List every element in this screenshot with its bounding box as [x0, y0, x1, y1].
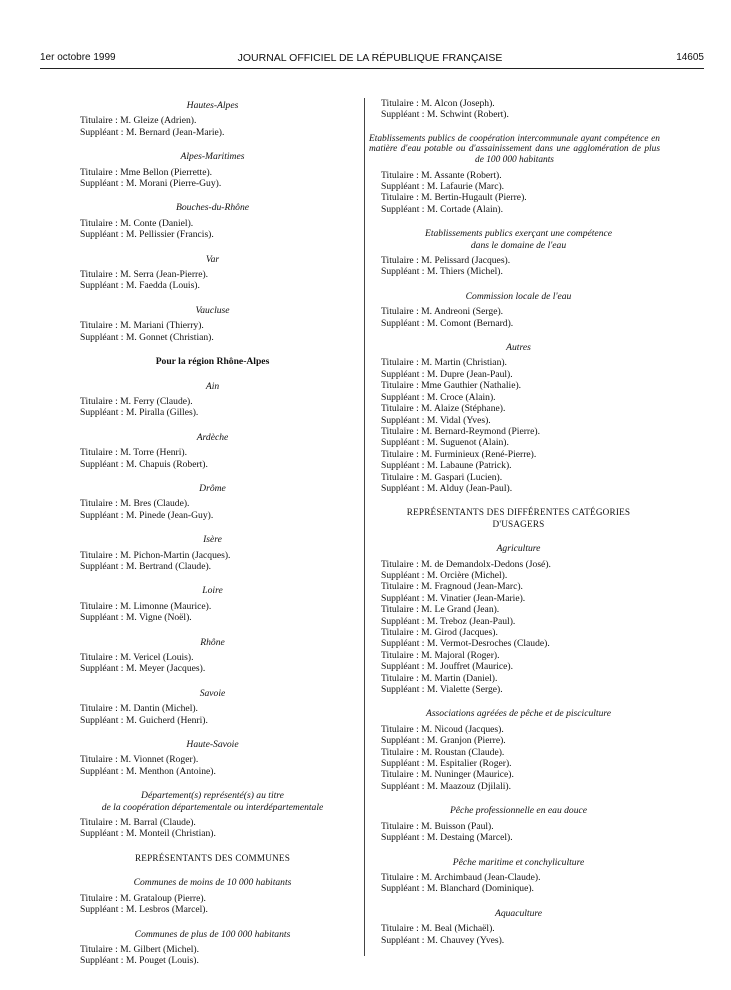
member-entry: Titulaire : M. Ferry (Claude). [80, 395, 193, 407]
member-entry: Titulaire : M. Buisson (Paul). [381, 820, 494, 832]
member-entry: Suppléant : M. Guicherd (Henri). [80, 714, 208, 726]
member-entry: Titulaire : M. Pelissard (Jacques). [381, 255, 511, 267]
member-entry: Suppléant : M. Croce (Alain). [381, 391, 496, 403]
member-entry: Titulaire : M. Fragnoud (Jean-Marc). [381, 581, 523, 593]
heading-line: Commission locale de l'eau [465, 290, 572, 302]
member-entry: Suppléant : M. Maazouz (Djilali). [381, 780, 512, 792]
heading-line: REPRÉSENTANTS DES COMMUNES [134, 852, 291, 863]
section-heading [381, 543, 656, 554]
member-entry: Suppléant : M. Alduy (Jean-Paul). [381, 482, 513, 494]
member-entry: Suppléant : M. Labaune (Patrick). [381, 460, 512, 472]
member-entry: Suppléant : M. Morani (Pierre-Guy). [80, 178, 222, 190]
section-heading [381, 228, 656, 251]
section-heading [381, 908, 656, 919]
member-entry: Titulaire : M. Bertin-Hugault (Pierre). [381, 192, 527, 204]
member-entry: Suppléant : M. Pellissier (Francis). [80, 229, 214, 241]
heading-line: REPRÉSENTANTS DES DIFFÉRENTES CATÉGORIES D'USAGERS [406, 507, 631, 529]
section-heading [80, 585, 345, 596]
member-entry: Suppléant : M. Vialette (Serge). [381, 684, 503, 696]
section-heading [80, 202, 345, 213]
member-entry: Suppléant : M. Bertrand (Claude). [80, 560, 212, 572]
member-entry: Titulaire : M. Gleize (Adrien). [80, 115, 197, 127]
heading-line: Alpes-Maritimes [180, 151, 245, 163]
member-entry: Titulaire : M. Serra (Jean-Pierre). [80, 269, 209, 281]
member-entry: Suppléant : M. Menthon (Antoine). [80, 765, 216, 777]
section-heading [80, 151, 345, 162]
heading-line: Isère [203, 534, 222, 546]
member-entry: Titulaire : M. Girod (Jacques). [381, 627, 498, 638]
section-heading [80, 432, 345, 443]
member-entry: Titulaire : M. Roustan (Claude). [381, 746, 505, 758]
heading-line: Pour la région Rhône-Alpes [155, 356, 270, 368]
member-entry: Suppléant : M. Destaing (Marcel). [381, 832, 513, 844]
member-entry: Titulaire : M. Nicoud (Jacques). [381, 723, 504, 735]
section-heading [80, 790, 345, 813]
heading-line: Associations agréées de pêche et de pisciculture [425, 708, 612, 720]
heading-line: Var [205, 253, 220, 265]
section-heading [80, 637, 345, 648]
member-entry: Suppléant : M. Faedda (Louis). [80, 280, 200, 292]
member-entry: Titulaire : M. Furminieux (René-Pierre). [381, 448, 537, 460]
heading-line: Agriculture [496, 543, 541, 555]
section-heading [80, 534, 345, 545]
member-entry: Titulaire : M. Limonne (Maurice). [80, 600, 212, 612]
member-entry: Titulaire : M. Grataloup (Pierre). [80, 892, 206, 904]
member-entry: Suppléant : M. Suguenot (Alain). [381, 437, 509, 449]
member-entry: Suppléant : M. Dupre (Jean-Paul). [381, 368, 513, 380]
issue-date: 1er octobre 1999 [40, 52, 116, 63]
heading-line: Aquaculture [494, 907, 543, 919]
member-entry: Titulaire : M. Dantin (Michel). [80, 703, 198, 715]
column-divider [364, 98, 365, 956]
page-header [40, 52, 704, 66]
member-entry: Titulaire : M. Beal (Michaël). [381, 923, 495, 935]
heading-line: Département(s) représenté(s) au titre [141, 790, 284, 802]
member-entry: Titulaire : M. Bres (Claude). [80, 498, 190, 510]
member-entry: Titulaire : M. Mariani (Thierry). [80, 320, 204, 332]
section-heading [80, 853, 345, 864]
member-entry: Suppléant : M. Lafaurie (Marc). [381, 181, 505, 192]
section-heading [80, 254, 345, 265]
heading-line: de la coopération départementale ou interdépartementale [101, 801, 324, 813]
page-number: 14605 [676, 52, 704, 63]
heading-line: Pêche professionnelle en eau douce [449, 805, 588, 817]
member-entry: Titulaire : M. Bernard-Reymond (Pierre). [381, 425, 540, 437]
member-entry: Titulaire : M. Majoral (Roger). [381, 649, 500, 661]
section-heading [369, 134, 660, 166]
member-entry: Suppléant : M. Thiers (Michel). [381, 266, 503, 278]
member-entry: Suppléant : M. Schwint (Robert). [381, 109, 509, 121]
section-heading [381, 342, 656, 353]
heading-line: Savoie [199, 687, 226, 699]
heading-line: Ain [205, 380, 220, 392]
section-heading [381, 507, 656, 530]
section-heading [80, 305, 345, 316]
section-heading [381, 857, 656, 868]
section-heading [80, 877, 345, 888]
member-entry: Titulaire : Mme Bellon (Pierrette). [80, 166, 213, 178]
member-entry: Titulaire : Mme Gauthier (Nathalie). [381, 380, 522, 392]
member-entry: Suppléant : M. Bernard (Jean-Marie). [80, 126, 225, 138]
heading-line: Hautes-Alpes [186, 100, 239, 111]
member-entry: Titulaire : M. Archimbaud (Jean-Claude). [381, 871, 541, 883]
member-entry: Suppléant : M. Chauvey (Yves). [381, 934, 505, 946]
member-entry: Titulaire : M. Andreoni (Serge). [381, 306, 504, 318]
member-entry: Titulaire : M. Alaize (Stéphane). [381, 403, 506, 415]
member-entry: Titulaire : M. Nuninger (Maurice). [381, 769, 514, 781]
member-entry: Suppléant : M. Blanchard (Dominique). [381, 883, 534, 895]
member-entry: Titulaire : M. Assante (Robert). [381, 169, 502, 181]
member-entry: Titulaire : M. Le Grand (Jean). [381, 604, 500, 616]
section-heading [381, 291, 656, 302]
member-entry: Suppléant : M. Lesbros (Marcel). [80, 904, 208, 916]
heading-line: Etablissements publics exerçant une compétence [424, 228, 613, 240]
section-heading [80, 483, 345, 494]
member-entry: Suppléant : M. Treboz (Jean-Paul). [381, 615, 516, 627]
heading-line: Ardèche [196, 431, 229, 443]
section-heading [80, 739, 345, 750]
member-entry: Titulaire : M. Gaspari (Lucien). [381, 471, 503, 483]
member-entry: Suppléant : M. Piralla (Gilles). [80, 407, 199, 419]
member-entry: Suppléant : M. Orcière (Michel). [381, 569, 508, 581]
heading-line: Loire [202, 585, 223, 597]
section-heading [80, 356, 345, 367]
member-entry: Suppléant : M. Vinatier (Jean-Marie). [381, 592, 526, 604]
member-entry: Titulaire : M. Pichon-Martin (Jacques). [80, 549, 231, 561]
member-entry: Titulaire : M. Martin (Christian). [381, 357, 507, 369]
heading-line: Bouches-du-Rhône [176, 202, 249, 214]
member-entry: Titulaire : M. Martin (Daniel). [381, 672, 498, 684]
right-column [369, 98, 660, 946]
heading-line: Vaucluse [195, 304, 230, 316]
heading-line: Communes de moins de 10 000 habitants [133, 877, 292, 889]
heading-line: Pêche maritime et conchyliculture [452, 856, 585, 868]
section-heading [80, 381, 345, 392]
member-entry: Suppléant : M. Meyer (Jacques). [80, 663, 206, 675]
member-entry: Titulaire : M. Torre (Henri). [80, 447, 187, 459]
section-heading [80, 929, 345, 940]
heading-line: Autres [506, 342, 531, 354]
member-entry: Suppléant : M. Chapuis (Robert). [80, 458, 208, 470]
member-entry: Titulaire : M. Conte (Daniel). [80, 217, 194, 229]
member-entry: Titulaire : M. Alcon (Joseph). [381, 98, 495, 109]
member-entry: Suppléant : M. Jouffret (Maurice). [381, 661, 513, 673]
member-entry: Titulaire : M. Vericel (Louis). [80, 652, 194, 663]
section-heading [381, 708, 656, 719]
left-column [80, 100, 345, 967]
member-entry: Titulaire : M. de Demandolx-Dedons (José). [381, 558, 551, 570]
member-entry: Suppléant : M. Monteil (Christian). [80, 828, 216, 840]
member-entry: Suppléant : M. Pinede (Jean-Guy). [80, 509, 214, 521]
heading-line: Etablissements publics de coopération intercommunale ayant compétence en matière d'eau potable ou d'assainissement dans une agglomération de plus de 100 000 habitants [369, 133, 660, 165]
member-entry: Titulaire : M. Vionnet (Roger). [80, 754, 199, 766]
member-entry: Suppléant : M. Comont (Bernard). [381, 317, 514, 329]
member-entry: Titulaire : M. Gilbert (Michel). [80, 943, 200, 955]
member-entry: Suppléant : M. Vidal (Yves). [381, 414, 491, 426]
heading-line: dans le domaine de l'eau [470, 239, 567, 251]
heading-line: Drôme [199, 482, 226, 494]
member-entry: Suppléant : M. Vigne (Noël). [80, 612, 192, 624]
section-heading [80, 100, 345, 111]
member-entry: Titulaire : M. Barral (Claude). [80, 817, 196, 829]
member-entry: Suppléant : M. Granjon (Pierre). [381, 735, 506, 747]
header-rule [40, 68, 704, 69]
heading-line: Communes de plus de 100 000 habitants [134, 928, 291, 940]
section-heading [80, 688, 345, 699]
member-entry: Suppléant : M. Pouget (Louis). [80, 955, 199, 967]
section-heading [381, 805, 656, 816]
member-entry: Suppléant : M. Vermot-Desroches (Claude). [381, 638, 550, 650]
member-entry: Suppléant : M. Espitalier (Roger). [381, 758, 512, 770]
member-entry: Suppléant : M. Gonnet (Christian). [80, 331, 214, 343]
heading-line: Rhône [200, 636, 225, 648]
heading-line: Haute-Savoie [186, 739, 239, 751]
journal-title: JOURNAL OFFICIEL DE LA RÉPUBLIQUE FRANÇAISE [237, 52, 503, 64]
member-entry: Suppléant : M. Cortade (Alain). [381, 203, 504, 215]
